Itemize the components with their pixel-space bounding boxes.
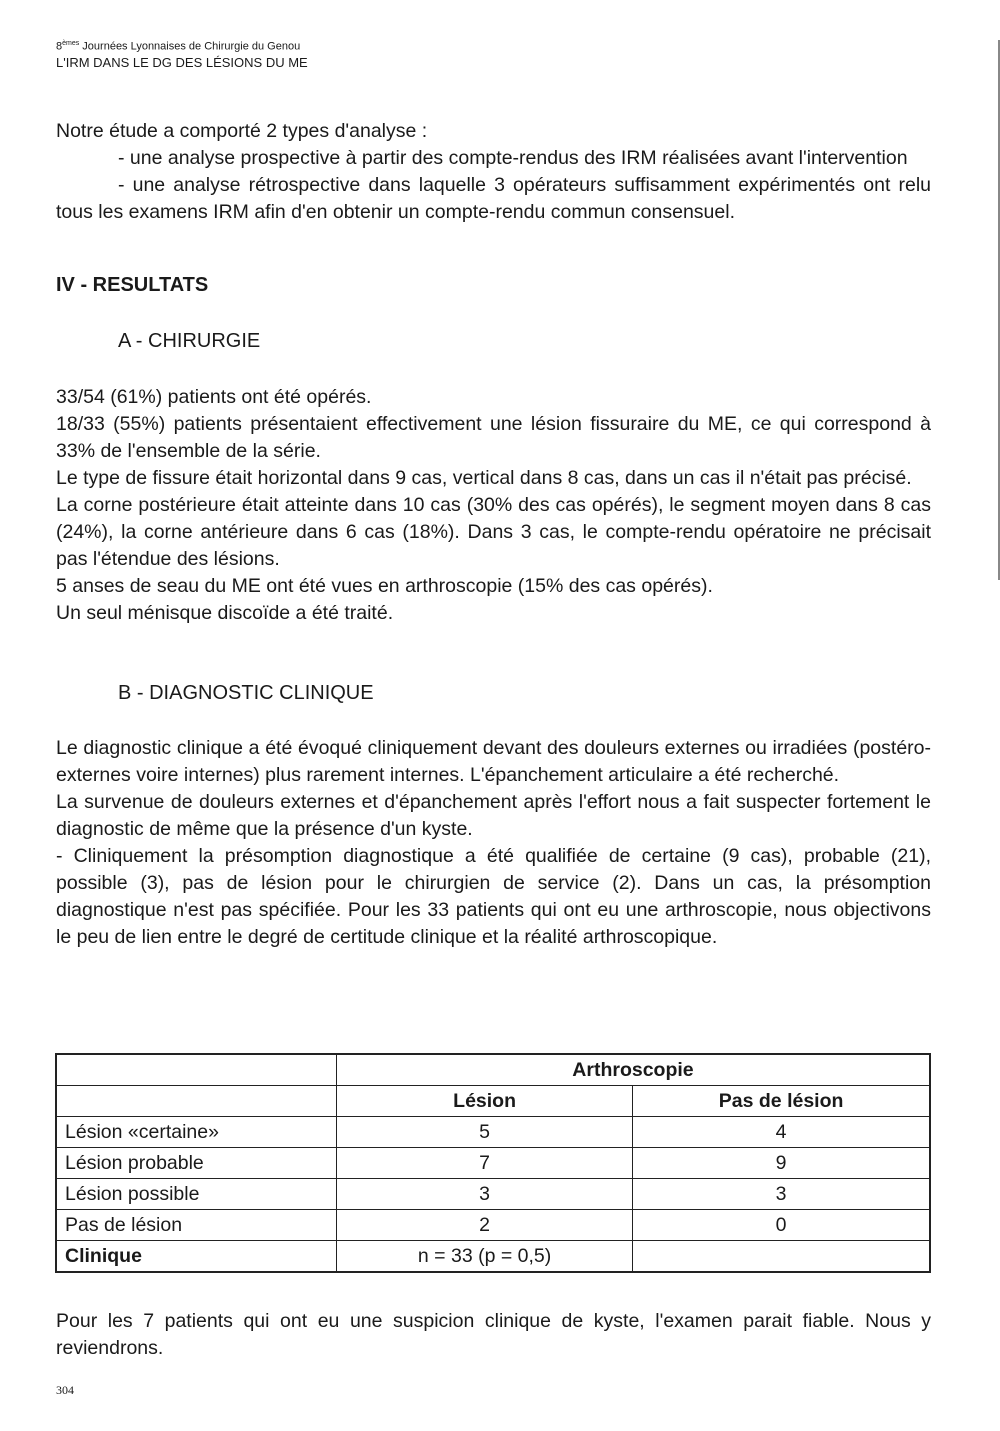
cell-lesion: 7 <box>336 1148 632 1179</box>
chirurgie-paragraph-6: Un seul ménisque discoïde a été traité. <box>56 602 394 624</box>
chirurgie-paragraph-5: 5 anses de seau du ME ont été vues en arthroscopie (15% des cas opérés). <box>56 575 713 597</box>
diagnostic-paragraph-1: Le diagnostic clinique a été évoqué cliniquement devant des douleurs externes ou irradiées (postéro-externes voire internes) plus rarement internes. L'épanchement articulaire a été recherché. <box>56 737 931 786</box>
intro-block <box>56 118 931 226</box>
subsection-title-a: A - CHIRURGIE <box>118 330 261 352</box>
header-conference: 8èmes Journées Lyonnaises de Chirurgie du Genou <box>56 40 301 53</box>
footer-value: n = 33 (p = 0,5) <box>336 1241 632 1273</box>
cell-lesion: 2 <box>336 1210 632 1241</box>
table-group-header: Arthroscopie <box>336 1054 930 1086</box>
header-title: L'IRM DANS LE DG DES LÉSIONS DU ME <box>56 54 308 70</box>
page-number: 304 <box>56 1383 74 1397</box>
cell-lesion: 3 <box>336 1179 632 1210</box>
closing-paragraph: Pour les 7 patients qui ont eu une suspicion clinique de kyste, l'examen parait fiable. Nous y reviendrons. <box>56 1310 931 1359</box>
table-row <box>56 1179 930 1210</box>
table-empty-cell <box>56 1054 336 1086</box>
cell-pas-de-lesion: 9 <box>633 1148 930 1179</box>
diagnostic-paragraph-2: La survenue de douleurs externes et d'épanchement après l'effort nous a fait suspecter fortement le diagnostic de même que la présence d'un kyste. <box>56 791 931 840</box>
chirurgie-paragraph-4: La corne postérieure était atteinte dans 10 cas (30% des cas opérés), le segment moyen dans 8 cas (24%), la corne antérieure dans 6 cas (18%). Dans 3 cas, le compte-rendu opératoire ne précisait pas l'étendue des lésions. <box>56 494 931 570</box>
table-column-header-row <box>56 1086 930 1117</box>
diagnostic-block <box>56 735 931 951</box>
table-row <box>56 1148 930 1179</box>
table-row <box>56 1210 930 1241</box>
running-header <box>56 36 308 70</box>
table-group-header-row <box>56 1054 930 1086</box>
diagnostic-paragraph-3: - Cliniquement la présomption diagnostique a été qualifiée de certaine (9 cas), probable (21), possible (3), pas de lésion pour le chirurgien de service (2). Dans un cas, la présomption diagnostique n'est pas spécifiée. Pour les 33 patients qui ont eu une arthroscopie, nous objectivons le peu de lien entre le degré de certitude clinique et la réalité arthroscopique. <box>56 845 931 948</box>
section-title: IV - RESULTATS <box>56 274 209 296</box>
table-col-lesion: Lésion <box>336 1086 632 1117</box>
table-col-pas-de-lesion: Pas de lésion <box>633 1086 930 1117</box>
intro-paragraph-3: - une analyse rétrospective dans laquelle 3 opérateurs suffisamment expérimentés ont relu tous les examens IRM afin d'en obtenir un compte-rendu commun consensuel. <box>56 174 931 223</box>
subsection-title-b: B - DIAGNOSTIC CLINIQUE <box>118 682 374 704</box>
row-label: Lésion possible <box>56 1179 336 1210</box>
row-label: Lésion «certaine» <box>56 1117 336 1148</box>
chirurgie-block <box>56 384 931 627</box>
row-label: Pas de lésion <box>56 1210 336 1241</box>
chirurgie-paragraph-2: 18/33 (55%) patients présentaient effectivement une lésion fissuraire du ME, ce qui correspond à 33% de l'ensemble de la série. <box>56 413 931 462</box>
table-footer-row <box>56 1241 930 1273</box>
table-row <box>56 1117 930 1148</box>
results-table <box>55 1053 931 1273</box>
intro-paragraph-1: Notre étude a comporté 2 types d'analyse : <box>56 120 428 142</box>
cell-pas-de-lesion: 3 <box>633 1179 930 1210</box>
chirurgie-paragraph-3: Le type de fissure était horizontal dans 9 cas, vertical dans 8 cas, dans un cas il n'était pas précisé. <box>56 467 912 489</box>
cell-lesion: 5 <box>336 1117 632 1148</box>
closing-block <box>56 1308 931 1362</box>
table-empty-cell <box>56 1086 336 1117</box>
cell-pas-de-lesion: 4 <box>633 1117 930 1148</box>
table-empty-cell <box>633 1241 930 1273</box>
cell-pas-de-lesion: 0 <box>633 1210 930 1241</box>
row-label: Lésion probable <box>56 1148 336 1179</box>
footer-label: Clinique <box>56 1241 336 1273</box>
chirurgie-paragraph-1: 33/54 (61%) patients ont été opérés. <box>56 386 372 408</box>
intro-paragraph-2: - une analyse prospective à partir des compte-rendus des IRM réalisées avant l'intervention <box>118 147 908 169</box>
